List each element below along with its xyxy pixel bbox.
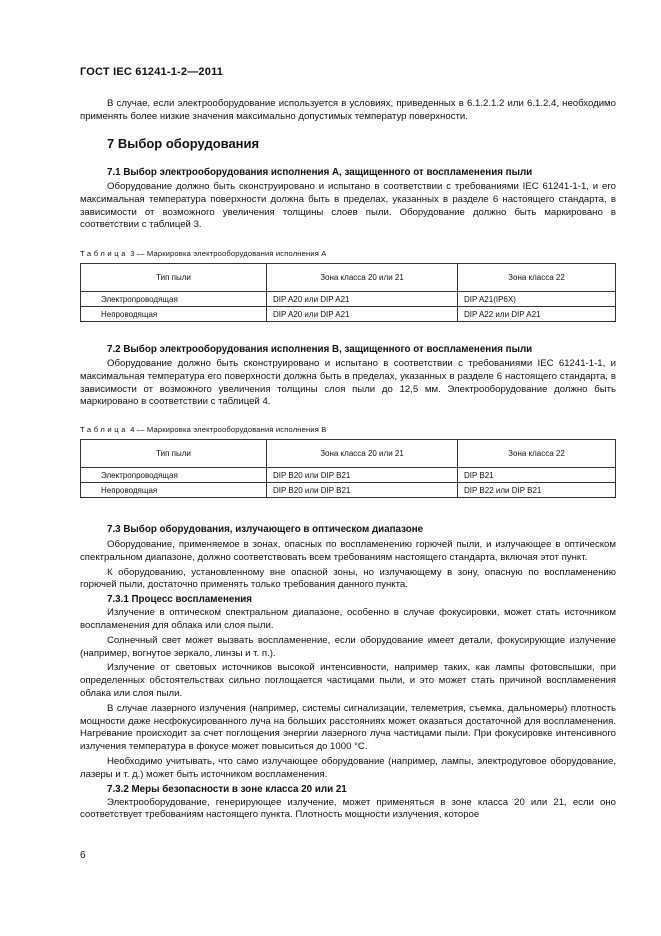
intro-paragraph: В случае, если электрооборудование используется в условиях, приведенных в 6.1.2.1.2 или 6.1.2.4, необходимо применять более низкие значения максимально допустимых температур поверхности.: [80, 98, 616, 122]
table-header-row: [81, 264, 616, 292]
table-cell: DIP A22 или DIP A21: [458, 307, 616, 322]
table-3-block: [80, 249, 616, 322]
table-row: [81, 307, 616, 322]
table-cell: DIP B22 или DIP B21: [458, 483, 616, 498]
table-header-cell: Зона класса 20 или 21: [267, 440, 458, 468]
table-row: [81, 483, 616, 498]
page-number: 6: [80, 850, 86, 861]
section-7-3: [80, 524, 616, 822]
table-header-cell: Зона класса 22: [458, 440, 616, 468]
table-row: [81, 292, 616, 307]
table-cell: Непроводящая: [81, 483, 267, 498]
section-7-heading: 7 Выбор оборудования: [107, 136, 260, 151]
section-7-1-heading: 7.1 Выбор электрооборудования исполнения А, защищенного от воспламенения пыли: [107, 167, 533, 178]
table-4-block: [80, 425, 616, 498]
table-cell: DIP A20 или DIP A21: [267, 307, 458, 322]
section-7-3-1-paragraph: В случае лазерного излучения (например, системы сигнализации, телеметрия, съемка, дальномеры) плотность мощности даже несфокусированного луча на больших расстояниях может оказаться достаточной для воспламенения. Нагревание происходит за счет поглощения энергии лазерного луча частицами пыли. При фокусировке интенсивного излучения температура в фокусе может повыситься до 1000 °С.: [80, 702, 616, 753]
section-7-3-heading: 7.3 Выбор оборудования, излучающего в оптическом диапазоне: [107, 524, 424, 535]
table-cell: Электропроводящая: [81, 468, 267, 483]
table-header-cell: Зона класса 22: [458, 264, 616, 292]
section-7-3-2-paragraph: Электрооборудование, генерирующее излучение, может применяться в зоне класса 20 или 21, если оно соответствует требованиям настоящего пункта. Плотность мощности излучения, которое: [80, 796, 616, 821]
section-7-2-text: Оборудование должно быть сконструировано и испытано в соответствии с требованиями IEC 61241-1-1, и максимальная температура его поверхности должна быть в пределах, указанных в разделе 6 настоящего стандарта, в зависимости от возможного увеличения толщины слоя пыли до 12,5 мм. Электрооборудование должно быть маркировано в соответствии с таблицей 4.: [80, 358, 616, 408]
table-cell: DIP B20 или DIP B21: [267, 483, 458, 498]
section-7-3-1-paragraph: Излучение в оптическом спектральном диапазоне, особенно в случае фокусировки, может стать источником воспламенения для облака или слоя пыли.: [80, 607, 616, 631]
section-7-3-1-heading: 7.3.1 Процесс воспламенения: [107, 594, 252, 606]
section-7-3-1-paragraph: Необходимо учитывать, что само излучающее оборудование (например, лампы, электродуговое оборудование, лазеры и т. д.) может быть источником воспламенения.: [80, 755, 616, 780]
table-3: [80, 263, 616, 322]
table-4-caption-text: 4 — Маркировка электрооборудования исполнения В: [130, 425, 327, 434]
section-7: [80, 136, 616, 151]
section-7-1: [80, 167, 616, 232]
table-cell: Электропроводящая: [81, 292, 267, 307]
section-7-3-2-heading: 7.3.2 Меры безопасности в зоне класса 20 или 21: [107, 783, 347, 795]
table-4-caption: [80, 425, 616, 434]
table-3-caption: [80, 249, 616, 258]
table-cell: DIP B20 или DIP B21: [267, 468, 458, 483]
table-cell: DIP B21: [458, 468, 616, 483]
table-header-cell: Зона класса 20 или 21: [267, 264, 458, 292]
table-header-cell: Тип пыли: [81, 264, 267, 292]
intro-block: [80, 98, 616, 124]
table-4: [80, 439, 616, 498]
table-4-caption-prefix: Таблица: [80, 425, 128, 434]
section-7-3-paragraph: К оборудованию, установленному вне опасной зоны, но излучающему в зону, опасную по воспламенению горючей пыли, достаточно применять только требования данного пункта.: [80, 566, 616, 591]
table-cell: DIP A21(IP6X): [458, 292, 616, 307]
table-header-row: [81, 440, 616, 468]
table-cell: DIP A20 или DIP A21: [267, 292, 458, 307]
table-header-cell: Тип пыли: [81, 440, 267, 468]
table-row: [81, 468, 616, 483]
section-7-3-paragraph: Оборудование, применяемое в зонах, опасных по воспламенению горючей пыли, и излучающее в оптическом спектральном диапазоне, должно соответствовать всем требованиям настоящего стандарта, включая этот пункт.: [80, 539, 616, 563]
table-cell: Непроводящая: [81, 307, 267, 322]
section-7-3-1-paragraph: Излучение от световых источников высокой интенсивности, например таких, как лампы фотовспышки, при определенных обстоятельствах сильно поглощается частицами пыли, и это может стать причиной воспламенения облака или слоя пыли.: [80, 662, 616, 699]
table-3-caption-text: 3 — Маркировка электрооборудования исполнения А: [130, 249, 327, 258]
section-7-2-heading: 7.2 Выбор электрооборудования исполнения В, защищенного от воспламенения пыли: [107, 344, 533, 355]
document-header: ГОСТ IEC 61241-1-2—2011: [80, 66, 224, 78]
section-7-2: [80, 344, 616, 409]
section-7-3-1-paragraph: Солнечный свет может вызвать воспламенение, если оборудование имеет детали, фокусирующие излучение (например, вогнутое зеркало, линзы и т. п.).: [80, 634, 616, 659]
table-3-caption-prefix: Таблица: [80, 249, 128, 258]
section-7-1-text: Оборудование должно быть сконструировано и испытано в соответствии с требованиями IEC 61241-1-1, и его максимальная температура поверхности должна быть в пределах, указанных в разделе 6 настоящего стандарта, в зависимости от возможного увеличения толщины слоев пыли. Оборудование должно быть маркировано в соответствии с таблицей 3.: [80, 181, 616, 231]
